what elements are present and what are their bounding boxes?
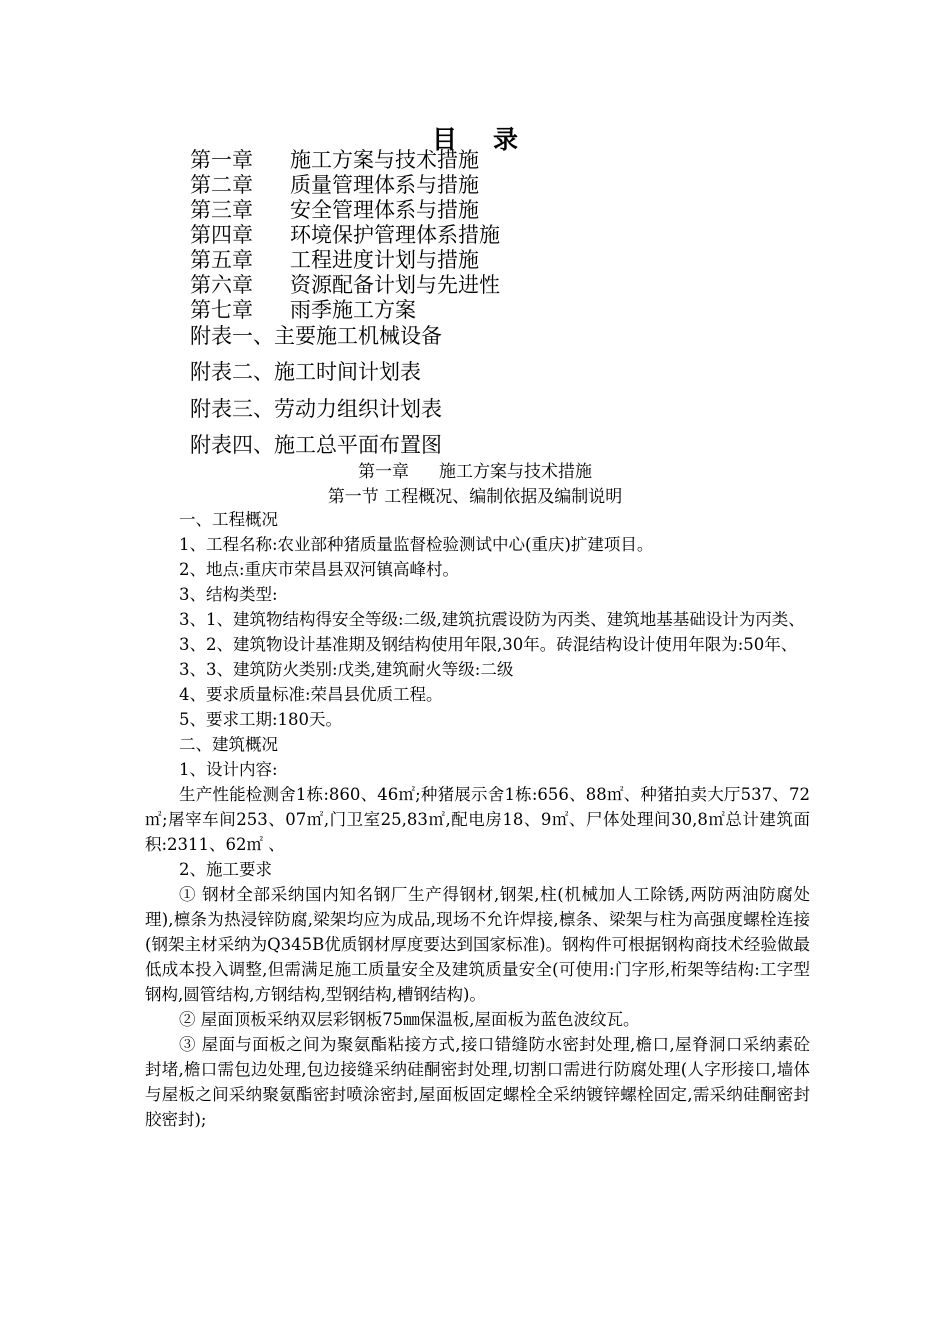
chapter-number: 第一章 xyxy=(358,462,409,482)
toc-chapter-number: 第一章 xyxy=(190,148,253,172)
toc-chapter-title: 施工方案与技术措施 xyxy=(290,148,479,172)
paragraph-structure-type: 3、结构类型: xyxy=(179,585,278,604)
toc-appendix-entry: 附表三、劳动力组织计划表 xyxy=(190,397,442,421)
paragraph-design-period: 3、2、建筑物设计基准期及钢结构使用年限,30年。砖混结构设计使用年限为:50年、 xyxy=(179,635,798,654)
paragraph-roof-sealing: ③ 屋面与面板之间为聚氨酯粘接方式,接口错缝防水密封处理,檐口,屋脊洞口采纳素砼封堵,檐口需包边处理,包边接缝采纳硅酮密封处理,切割口需进行防腐处理(人字形接口,墙体与屋板之间采纳聚氨酯密封喷涂密封,屋面板固定螺栓全采纳镀锌螺栓固定,需采纳硅酮密封胶密封); xyxy=(145,1035,810,1129)
toc-entry xyxy=(190,223,750,248)
toc-chapter-number: 第三章 xyxy=(190,198,253,222)
paragraph-quality-standard: 4、要求质量标准:荣昌县优质工程。 xyxy=(179,685,443,704)
paragraph-steel-requirement: ① 钢材全部采纳国内知名钢厂生产得钢材,钢架,柱(机械加人工除锈,两防两油防腐处理),檩条为热浸锌防腐,梁架均应为成品,现场不允许焊接,檩条、梁架与柱为高强度螺栓连接(钢架主材采纳为Q345B优质钢材厚度要达到国家标准)。钢构件可根据钢构商技术经验做最低成本投入调整,但需满足施工质量安全及建筑质量安全(可使用:门字形,桁架等结构:工字型钢构,圆管结构,方钢结构,型钢结构,槽钢结构)。 xyxy=(145,885,810,1004)
toc-chapter-number: 第五章 xyxy=(190,248,253,272)
paragraph-fire-class: 3、3、建筑防火类别:戊类,建筑耐火等级:二级 xyxy=(179,660,514,679)
toc-appendix-entry: 附表四、施工总平面布置图 xyxy=(190,433,442,457)
paragraph-building-areas: 生产性能检测舍1栋:860、46㎡;种猪展示舍1栋:656、88㎡、种猪拍卖大厅537、72㎡;屠宰车间253、07㎡,门卫室25,83㎡,配电房18、9㎡、尸体处理间30,8㎡总计建筑面积:2311、62㎡ 、 xyxy=(145,785,810,854)
toc-chapter-number: 第七章 xyxy=(190,298,253,322)
paragraph-safety-grade: 3、1、建筑物结构得安全等级:二级,建筑抗震设防为丙类、建筑地基基础设计为丙类、 xyxy=(179,610,805,629)
toc-appendix-entry: 附表一、主要施工机械设备 xyxy=(190,324,442,348)
toc-chapter-title: 雨季施工方案 xyxy=(290,298,416,322)
paragraph-roof-panel: ② 屋面顶板采纳双层彩钢板75㎜保温板,屋面板为蓝色波纹瓦。 xyxy=(179,1010,640,1029)
toc-chapter-number: 第四章 xyxy=(190,223,253,247)
toc-chapter-title: 资源配备计划与先进性 xyxy=(290,273,500,297)
heading-project-overview: 一、工程概况 xyxy=(179,510,278,529)
paragraph-location: 2、地点:重庆市荣昌县双河镇高峰村。 xyxy=(179,560,460,579)
paragraph-construction-requirements: 2、施工要求 xyxy=(179,860,272,879)
chapter-heading xyxy=(0,457,950,482)
toc-entry xyxy=(190,198,750,223)
toc-chapter-number: 第六章 xyxy=(190,273,253,297)
paragraph-design-content: 1、设计内容: xyxy=(179,760,278,779)
toc-entry xyxy=(190,273,750,298)
toc-entry xyxy=(190,148,750,173)
chapter-title: 施工方案与技术措施 xyxy=(439,462,592,482)
paragraph-project-name: 1、工程名称:农业部种猪质量监督检验测试中心(重庆)扩建项目。 xyxy=(179,535,654,554)
toc-chapter-title: 质量管理体系与措施 xyxy=(290,173,479,197)
section-heading: 第一节 工程概况、编制依据及编制说明 xyxy=(327,487,623,507)
toc-chapter-title: 环境保护管理体系措施 xyxy=(290,223,500,247)
paragraph-duration: 5、要求工期:180天。 xyxy=(179,710,343,729)
toc-chapter-list xyxy=(190,148,750,323)
toc-chapter-number: 第二章 xyxy=(190,173,253,197)
toc-appendix-entry: 附表二、施工时间计划表 xyxy=(190,360,421,384)
heading-building-overview: 二、建筑概况 xyxy=(179,735,278,754)
toc-title: 目录 xyxy=(431,125,554,154)
document-body xyxy=(145,507,810,1132)
toc-entry xyxy=(190,248,750,273)
toc-entry xyxy=(190,298,750,323)
toc-chapter-title: 工程进度计划与措施 xyxy=(290,248,479,272)
toc-entry xyxy=(190,173,750,198)
toc-chapter-title: 安全管理体系与措施 xyxy=(290,198,479,222)
